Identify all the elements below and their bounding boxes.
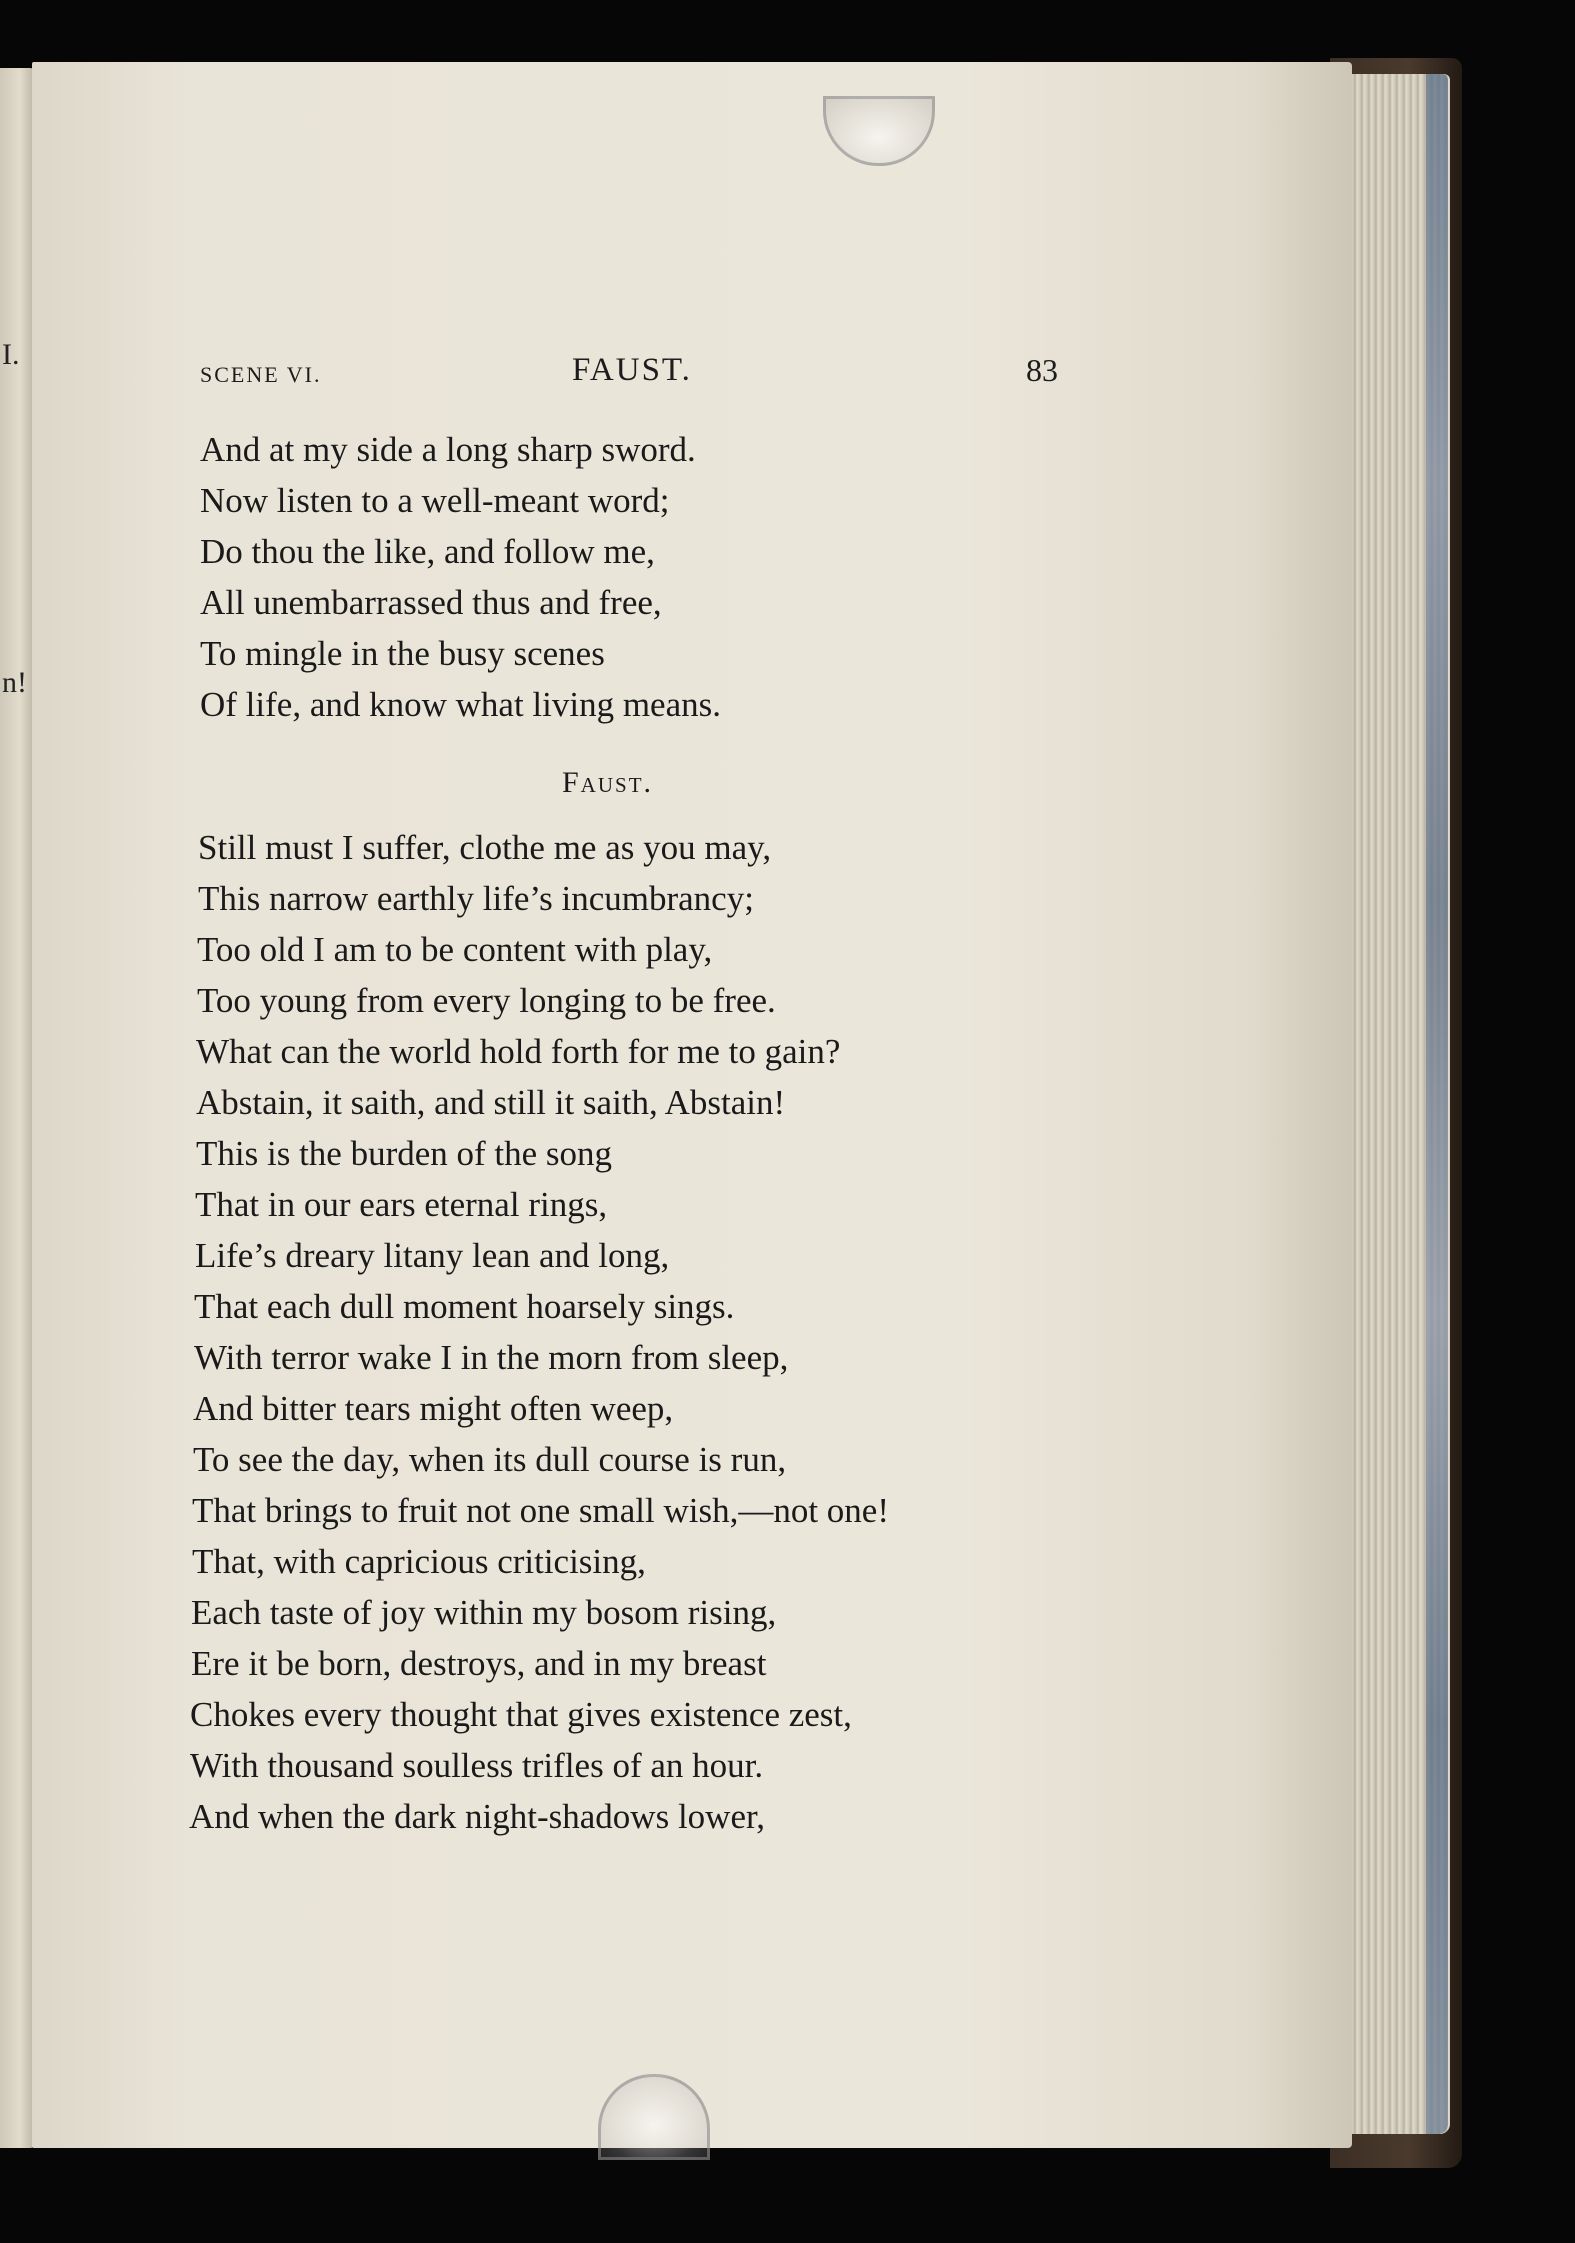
verse-line: With thousand soulless trifles of an hour. xyxy=(190,1746,764,1785)
left-facing-page xyxy=(0,68,36,2148)
verse-line: Each taste of joy within my bosom rising, xyxy=(191,1593,777,1632)
left-page-fragment: n! xyxy=(2,666,27,699)
verse-line: With terror wake I in the morn from sleep, xyxy=(194,1338,789,1377)
verse-line: That each dull moment hoarsely sings. xyxy=(194,1287,735,1326)
verse-line: What can the world hold forth for me to gain? xyxy=(196,1032,841,1071)
verse-line: Ere it be born, destroys, and in my breast xyxy=(191,1644,767,1683)
verse-line: Abstain, it saith, and still it saith, Abstain! xyxy=(196,1083,786,1122)
verse-line: Still must I suffer, clothe me as you may, xyxy=(198,828,772,867)
verse-line: To see the day, when its dull course is run, xyxy=(193,1440,787,1479)
running-head-title: FAUST. xyxy=(572,352,692,388)
verse-line: Life’s dreary litany lean and long, xyxy=(195,1236,670,1275)
verse-line: This is the burden of the song xyxy=(196,1134,613,1173)
verse-line: Too young from every longing to be free. xyxy=(197,981,776,1020)
verse-line: Now listen to a well-meant word; xyxy=(200,481,670,520)
verse-line: And when the dark night-shadows lower, xyxy=(189,1797,765,1836)
verse-line: Chokes every thought that gives existence zest, xyxy=(190,1695,852,1734)
speaker-label: Faust. xyxy=(562,766,654,799)
left-page-fragment: I. xyxy=(2,338,20,371)
verse-line: Do thou the like, and follow me, xyxy=(200,532,655,571)
verse-line: Of life, and know what living means. xyxy=(200,685,722,724)
verse-line: That brings to fruit not one small wish,—not one! xyxy=(192,1491,889,1530)
verse-line: Too old I am to be content with play, xyxy=(197,930,713,969)
page-number: 83 xyxy=(1026,352,1058,388)
verse-line: And at my side a long sharp sword. xyxy=(200,430,696,469)
running-head-scene: SCENE VI. xyxy=(200,362,322,387)
verse-line: And bitter tears might often weep, xyxy=(193,1389,674,1428)
verse-line: To mingle in the busy scenes xyxy=(200,634,605,673)
verse-line: This narrow earthly life’s incumbrancy; xyxy=(198,879,754,918)
verse-line: That in our ears eternal rings, xyxy=(195,1185,608,1224)
edge-marbling xyxy=(1426,74,1448,2134)
verse-line: That, with capricious criticising, xyxy=(192,1542,646,1581)
verse-line: All unembarrassed thus and free, xyxy=(200,583,662,622)
